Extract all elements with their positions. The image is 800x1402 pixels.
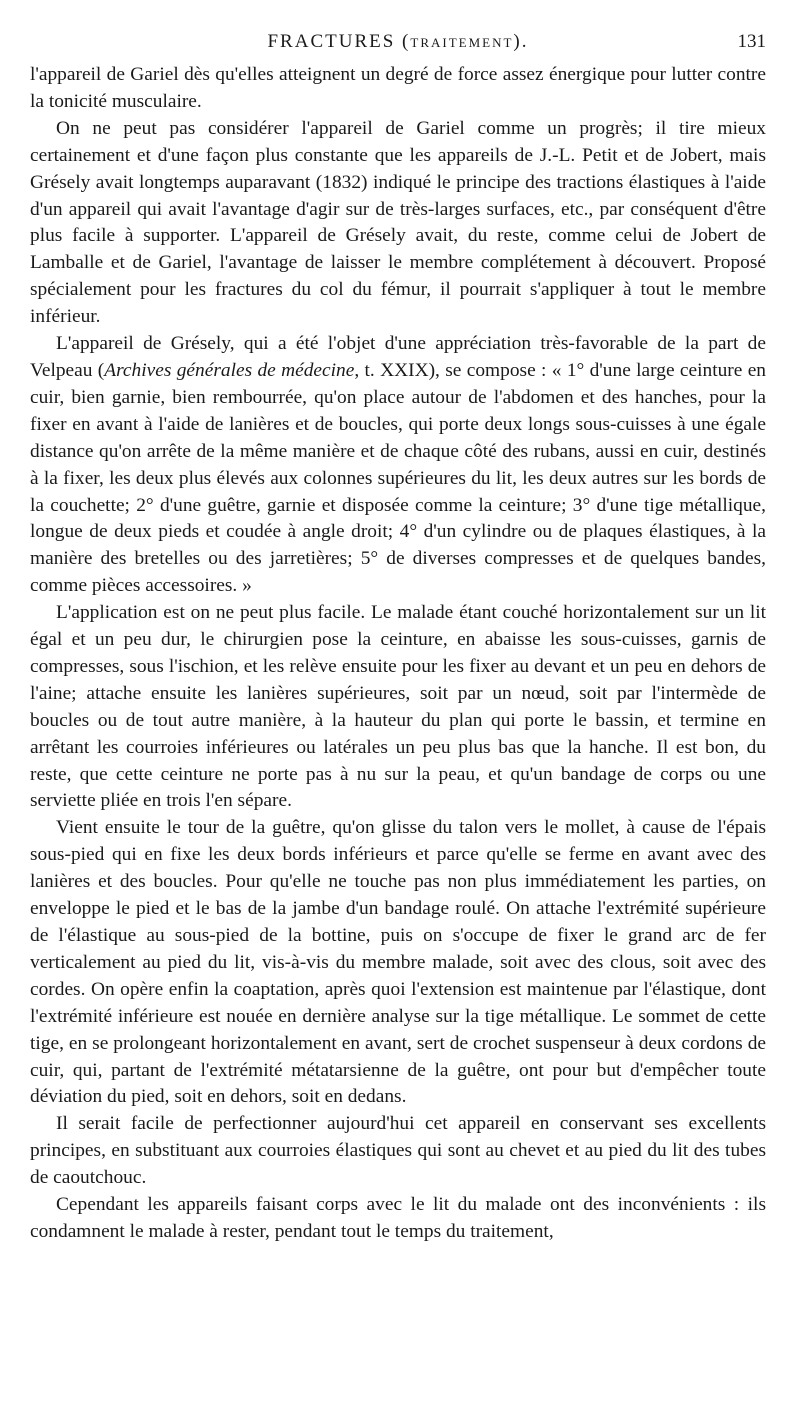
body-text — [30, 62, 766, 1246]
running-header — [30, 22, 766, 62]
paragraph: Il serait facile de perfectionner aujourd'hui cet appareil en conservant ses excellents principes, en substituant aux courroies élastiques qui sont au chevet et au pied du lit des tubes de caoutchouc. — [30, 1113, 766, 1189]
running-title — [30, 22, 766, 63]
running-title-paren-close: ). — [513, 31, 529, 52]
paragraph-text: , t. XXIX), se compose : « 1° d'une large ceinture en cuir, bien garnie, bien rembourrée, qu'on place autour de l'abdomen et des hanches, pour la fixer en avant à l'aide de lanières et de boucles, qui porte deux longs sous-cuisses à une égale distance qu'on arrête de la même manière et de chaque côté des rubans, aussi en cuir, destinés à la fixer, les deux plus élevés aux colonnes supérieures du lit, les deux autres sur les bords de la couchette; 2° d'une guêtre, garnie et disposée comme la ceinture; 3° d'une tige métallique, longue de deux pieds et coudée à angle droit; 4° d'un cylindre ou de plaques élastiques, à la manière des bretelles ou des jarretières; 5° de diverses compresses et de quelques bandes, comme pièces accessoires. » — [30, 359, 767, 597]
paragraph — [30, 331, 766, 600]
journal-title: Archives générales de médecine — [104, 359, 355, 381]
running-title-main: FRACTURES — [267, 31, 396, 52]
running-title-paren-open: ( — [395, 31, 411, 52]
paragraph: On ne peut pas considérer l'appareil de Gariel comme un progrès; il tire mieux certainement et d'une façon plus constante que les appareils de J.-L. Petit et de Jobert, mais Grésely avait longtemps auparavant (1832) indiqué le principe des tractions élastiques à l'aide d'un appareil qui avait l'avantage d'agir sur de très-larges surfaces, etc., par conséquent d'être plus facile à supporter. L'appareil de Grésely avait, du reste, comme celui de Jobert de Lamballe et de Gariel, l'avantage de laisser le membre complétement à découvert. Proposé spécialement pour les fractures du col du fémur, il pourrait s'appliquer à tout le membre inférieur. — [30, 117, 766, 328]
paragraph: l'appareil de Gariel dès qu'elles atteignent un degré de force assez énergique pour lutter contre la tonicité musculaire. — [30, 64, 766, 112]
paragraph-text: L'appareil de Grésely, qui a été l'objet d'une appréciation très-favorable de la part de Velpeau ( — [30, 333, 766, 381]
running-title-section: TRAITEMENT — [410, 35, 514, 50]
book-page — [30, 22, 766, 1246]
paragraph: Vient ensuite le tour de la guêtre, qu'on glisse du talon vers le mollet, à cause de l'épais sous-pied qui en fixe les deux bords inférieurs et parce qu'elle se ferme en avant avec des lanières et des boucles. Pour qu'elle ne touche pas non plus immédiatement les parties, on enveloppe le pied et le bas de la jambe d'un bandage roulé. On attache l'extrémité supérieure de l'élastique au sous-pied de la bottine, puis on s'occupe de fixer le grand arc de fer verticalement au pied du lit, vis-à-vis du membre malade, soit avec des clous, soit avec des cordes. On opère enfin la coaptation, après quoi l'extension est maintenue par l'élastique, dont l'extrémité inférieure est nouée en dernière analyse sur la tige métallique. Le sommet de cette tige, en se prolongeant horizontalement en avant, sert de crochet suspenseur à deux cordons de cuir, qui, partant de l'extrémité métatarsienne de la guêtre, ont pour but d'empêcher toute déviation du pied, soit en dehors, soit en dedans. — [30, 817, 766, 1108]
paragraph: Cependant les appareils faisant corps avec le lit du malade ont des inconvénients : ils condamnent le malade à rester, pendant tout le temps du traitement, — [30, 1194, 766, 1242]
paragraph: L'application est on ne peut plus facile. Le malade étant couché horizontalement sur un lit égal et un peu dur, le chirurgien pose la ceinture, en abaisse les sous-cuisses, garnis de compresses, sous l'ischion, et les relève ensuite pour les fixer au devant et un peu en dehors de l'aine; attache ensuite les lanières supérieures, soit par un nœud, soit par l'intermède de boucles ou de tout autre manière, à la hauteur du plan qui porte le bassin, et termine en arrêtant les courroies inférieures ou latérales un peu plus bas que la hanche. Il est bon, du reste, que cette ceinture ne porte pas à nu sur la peau, et qu'un bandage de corps ou une serviette pliée en trois l'en sépare. — [30, 602, 766, 812]
page-number: 131 — [737, 31, 766, 52]
